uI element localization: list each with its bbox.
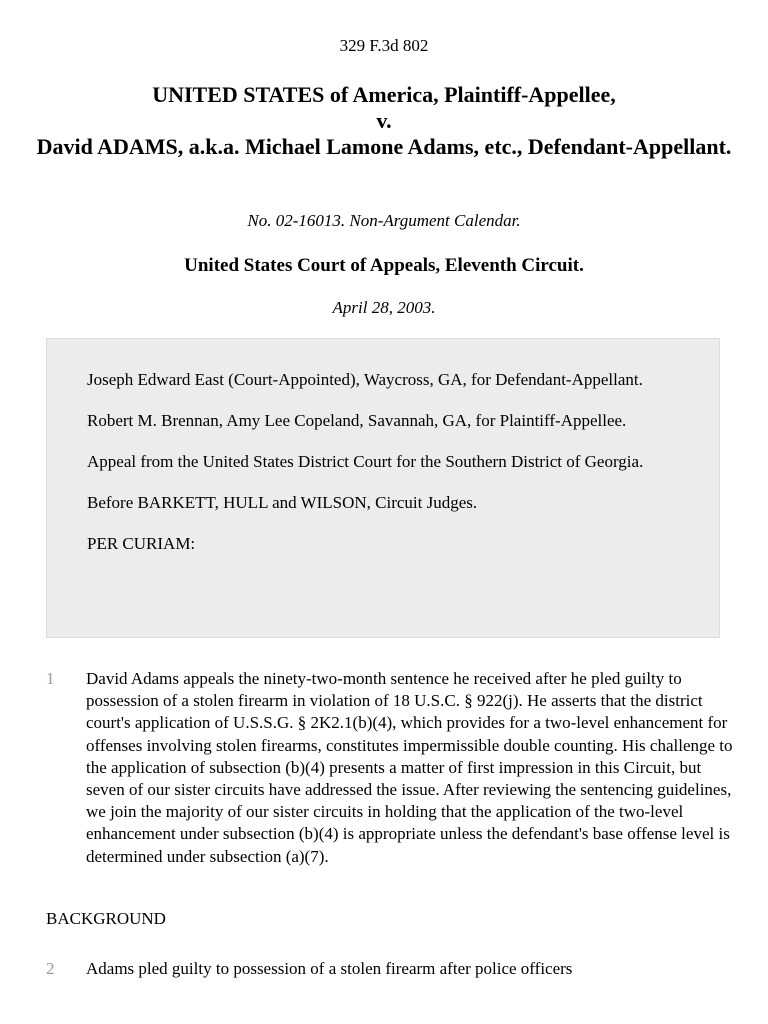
judge-panel: Before BARKETT, HULL and WILSON, Circuit Judges. <box>87 493 478 512</box>
docket-number: No. 02-16013. Non-Argument Calendar. <box>247 211 521 230</box>
paragraph-number: 1 <box>46 669 55 688</box>
court-name: United States Court of Appeals, Eleventh Circuit. <box>184 255 584 276</box>
counsel-defendant: Joseph Edward East (Court-Appointed), Waycross, GA, for Defendant-Appellant. <box>87 370 643 389</box>
per-curiam: PER CURIAM: <box>87 534 196 553</box>
versus-label: v. <box>376 108 392 133</box>
case-caption <box>20 82 748 160</box>
decision-date: April 28, 2003. <box>332 298 436 317</box>
paragraph-number: 2 <box>46 959 55 978</box>
paragraph-text: Adams pled guilty to possession of a stolen firearm after police officers <box>86 959 573 978</box>
case-citation: 329 F.3d 802 <box>339 36 429 55</box>
case-header-box <box>46 338 720 638</box>
defendant-party: David ADAMS, a.k.a. Michael Lamone Adams, etc., Defendant-Appellant. <box>36 134 732 159</box>
appeal-from: Appeal from the United States District Court for the Southern District of Georgia. <box>87 452 644 471</box>
counsel-plaintiff: Robert M. Brennan, Amy Lee Copeland, Savannah, GA, for Plaintiff-Appellee. <box>87 411 627 430</box>
plaintiff-party: UNITED STATES of America, Plaintiff-Appellee, <box>152 82 616 107</box>
section-heading: BACKGROUND <box>46 909 166 928</box>
paragraph-text: David Adams appeals the ninety-two-month sentence he received after he pled guilty to possession of a stolen firearm in violation of 18 U.S.C. § 922(j). He asserts that the district court's application of U.S.S.G. § 2K2.1(b)(4), which provides for a two-level enhancement for offenses involving stolen firearms, constitutes impermissible double counting. His challenge to the application of subsection (b)(4) presents a matter of first impression in this Circuit, but seven of our sister circuits have addressed the issue. After reviewing the sentencing guidelines, we join the majority of our sister circuits in holding that the application of the two-level enhancement under subsection (b)(4) is appropriate unless the defendant's base offense level is determined under subsection (a)(7). <box>86 669 733 866</box>
